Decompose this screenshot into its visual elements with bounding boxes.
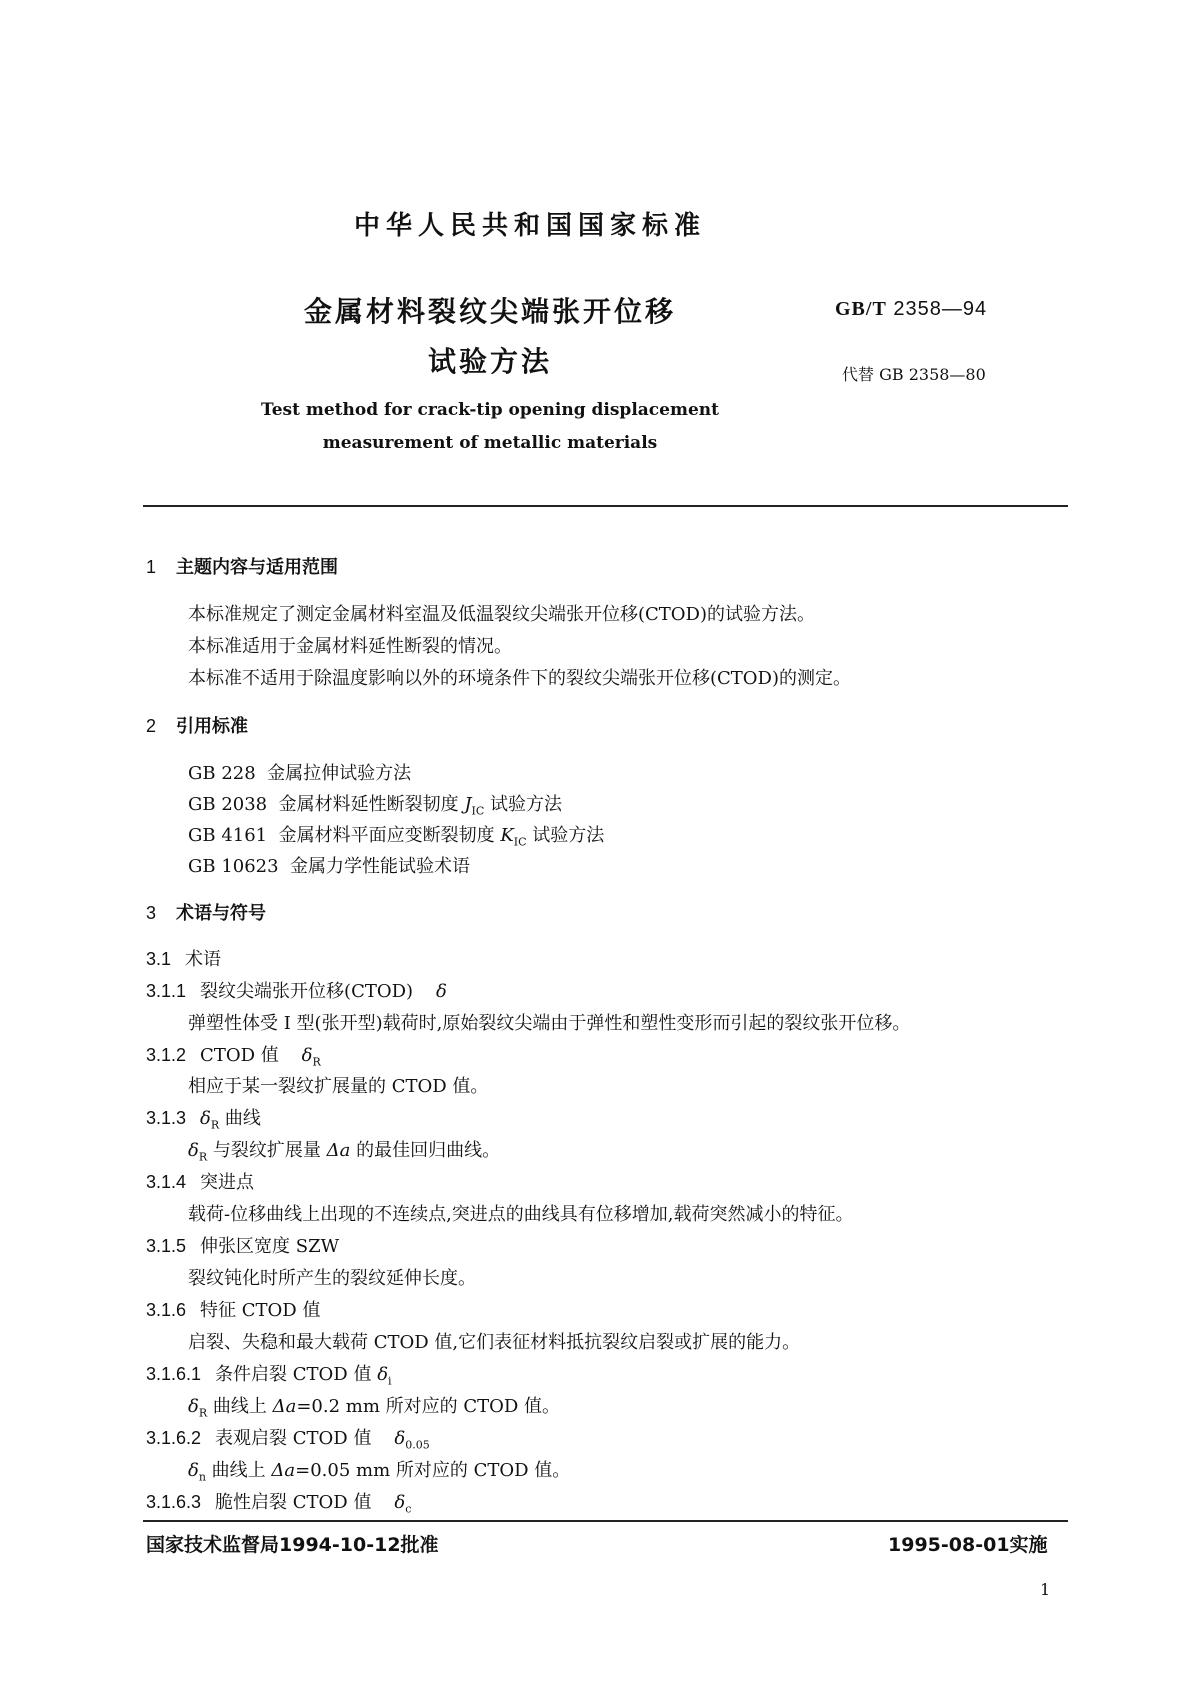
clause-title: 突进点 [200, 1172, 255, 1193]
ref-title: 金属材料平面应变断裂韧度 [278, 825, 495, 846]
standard-code: 2358—94 [893, 298, 988, 320]
clause-number: 3.1.6.3 [146, 1492, 202, 1512]
section2-heading [146, 712, 248, 738]
title-en-line2: measurement of metallic materials [322, 433, 658, 453]
clause-3-1-6-2 [146, 1424, 430, 1452]
section1-para1: 本标准规定了测定金属材料室温及低温裂纹尖端张开位移(CTOD)的试验方法。 [188, 604, 816, 625]
title-zh-line2: 试验方法 [427, 345, 552, 378]
effective-date: 1995-08-01实施 [888, 1534, 1048, 1556]
def-delta-a: Δa [326, 1140, 351, 1161]
clause-symbol-sub: c [405, 1502, 412, 1516]
def-text-b: =0.2 mm 所对应的 CTOD 值。 [296, 1396, 561, 1417]
clause-symbol: δ [435, 981, 447, 1002]
title-zh-line1: 金属材料裂纹尖端张开位移 [303, 295, 676, 328]
approval-info: 国家技术监督局1994-10-12批准 [146, 1534, 439, 1556]
clause-symbol: δ [377, 1364, 389, 1385]
clause-title: 条件启裂 CTOD 值 [215, 1364, 372, 1385]
clause-3-1 [146, 945, 221, 971]
clause-symbol: δ [394, 1492, 406, 1513]
replaces-note: 代替 GB 2358—80 [842, 365, 986, 384]
clause-title: 表观启裂 CTOD 值 [215, 1428, 372, 1449]
clause-3-1-6-2-definition [188, 1456, 570, 1484]
clause-3-1-1-definition: 弹塑性体受 I 型(张开型)载荷时,原始裂纹尖端由于弹性和塑性变形而引起的裂纹张开位移。 [188, 1013, 911, 1034]
section2-title: 引用标准 [176, 716, 248, 737]
national-standard-heading: 中华人民共和国国家标准 [353, 211, 706, 241]
clause-3-1-2-definition: 相应于某一裂纹扩展量的 CTOD 值。 [188, 1076, 489, 1097]
footer-divider [143, 1520, 1068, 1522]
def-delta-a: Δa [271, 1460, 296, 1481]
clause-number: 3.1.5 [146, 1236, 187, 1256]
clause-title: 术语 [185, 949, 222, 970]
clause-title: CTOD 值 [200, 1045, 279, 1066]
section1-para2: 本标准适用于金属材料延性断裂的情况。 [188, 636, 512, 657]
clause-number: 3.1.4 [146, 1172, 187, 1192]
clause-number: 3.1.3 [146, 1108, 187, 1128]
def-text-a: 曲线上 [212, 1396, 267, 1417]
section1-title: 主题内容与适用范围 [176, 557, 338, 578]
def-symbol-sub: n [198, 1470, 206, 1484]
clause-number: 3.1 [146, 949, 172, 969]
clause-3-1-4-definition: 载荷-位移曲线上出现的不连续点,突进点的曲线具有位移增加,载荷突然减小的特征。 [188, 1204, 854, 1225]
clause-3-1-6-1-definition [188, 1392, 560, 1420]
clause-title: 伸张区宽度 SZW [200, 1236, 340, 1257]
section2-number: 2 [146, 716, 157, 736]
ref-item [188, 852, 470, 878]
clause-title: 裂纹尖端张开位移(CTOD) [200, 981, 414, 1002]
section1-number: 1 [146, 557, 157, 577]
clause-3-1-6 [146, 1296, 320, 1322]
def-symbol-sub: R [198, 1150, 208, 1164]
ref-code: GB 2038 [188, 794, 268, 815]
section3-title: 术语与符号 [176, 903, 266, 924]
clause-3-1-6-1 [146, 1360, 392, 1388]
ref-title: 金属拉伸试验方法 [267, 763, 412, 784]
title-en-line1: Test method for crack-tip opening displacement [261, 400, 719, 420]
def-symbol-sub: R [198, 1406, 208, 1420]
clause-3-1-3 [146, 1104, 261, 1132]
section1-heading [146, 553, 338, 579]
ref-item [188, 790, 562, 818]
section3-number: 3 [146, 903, 157, 923]
def-text-a: 曲线上 [211, 1460, 266, 1481]
ref-code: GB 228 [188, 763, 256, 784]
clause-symbol-sub: i [388, 1374, 392, 1388]
clause-3-1-6-definition: 启裂、失稳和最大载荷 CTOD 值,它们表征材料抵抗裂纹启裂或扩展的能力。 [188, 1332, 801, 1353]
clause-symbol: δ [200, 1108, 211, 1129]
ref-symbol: K [500, 825, 514, 846]
clause-3-1-1 [146, 977, 447, 1003]
ref-item [188, 821, 604, 849]
ref-symbol-sub: IC [513, 835, 527, 849]
ref-tail: 试验方法 [490, 794, 563, 815]
clause-symbol-sub: R [210, 1118, 220, 1132]
def-symbol: δ [188, 1140, 199, 1161]
page-number: 1 [1040, 1580, 1051, 1599]
ref-item [188, 759, 411, 785]
clause-3-1-3-definition [188, 1136, 500, 1164]
def-text-b: =0.05 mm 所对应的 CTOD 值。 [295, 1460, 571, 1481]
clause-3-1-5 [146, 1232, 339, 1258]
clause-symbol-sub: 0.05 [405, 1438, 430, 1452]
section3-heading [146, 899, 266, 925]
ref-code: GB 10623 [188, 856, 279, 877]
clause-3-1-2 [146, 1041, 321, 1069]
def-text-a: 与裂纹扩展量 [212, 1140, 321, 1161]
clause-number: 3.1.6.1 [146, 1364, 202, 1384]
clause-symbol: δ [394, 1428, 406, 1449]
clause-symbol-sub: R [312, 1055, 321, 1069]
clause-title: 特征 CTOD 值 [200, 1300, 321, 1321]
standard-number [835, 298, 987, 321]
clause-number: 3.1.6 [146, 1300, 187, 1320]
clause-title: 曲线 [224, 1108, 261, 1129]
def-text-b: 的最佳回归曲线。 [356, 1140, 501, 1161]
clause-title: 脆性启裂 CTOD 值 [215, 1492, 372, 1513]
def-symbol: δ [188, 1396, 199, 1417]
ref-tail: 试验方法 [532, 825, 605, 846]
clause-number: 3.1.1 [146, 981, 187, 1001]
clause-3-1-5-definition: 裂纹钝化时所产生的裂纹延伸长度。 [188, 1268, 476, 1289]
def-symbol: δ [188, 1460, 199, 1481]
clause-number: 3.1.2 [146, 1045, 187, 1065]
standard-prefix: GB/T [835, 298, 887, 320]
section1-para3: 本标准不适用于除温度影响以外的环境条件下的裂纹尖端张开位移(CTOD)的测定。 [188, 668, 852, 689]
ref-title: 金属力学性能试验术语 [290, 856, 471, 877]
header-divider [143, 505, 1068, 507]
ref-symbol-sub: IC [471, 804, 485, 818]
clause-3-1-6-3 [146, 1488, 411, 1516]
def-delta-a: Δa [272, 1396, 297, 1417]
clause-number: 3.1.6.2 [146, 1428, 202, 1448]
clause-3-1-4 [146, 1168, 254, 1194]
clause-symbol: δ [301, 1045, 313, 1066]
ref-title: 金属材料延性断裂韧度 [278, 794, 459, 815]
ref-code: GB 4161 [188, 825, 268, 846]
ref-symbol: J [464, 794, 472, 815]
